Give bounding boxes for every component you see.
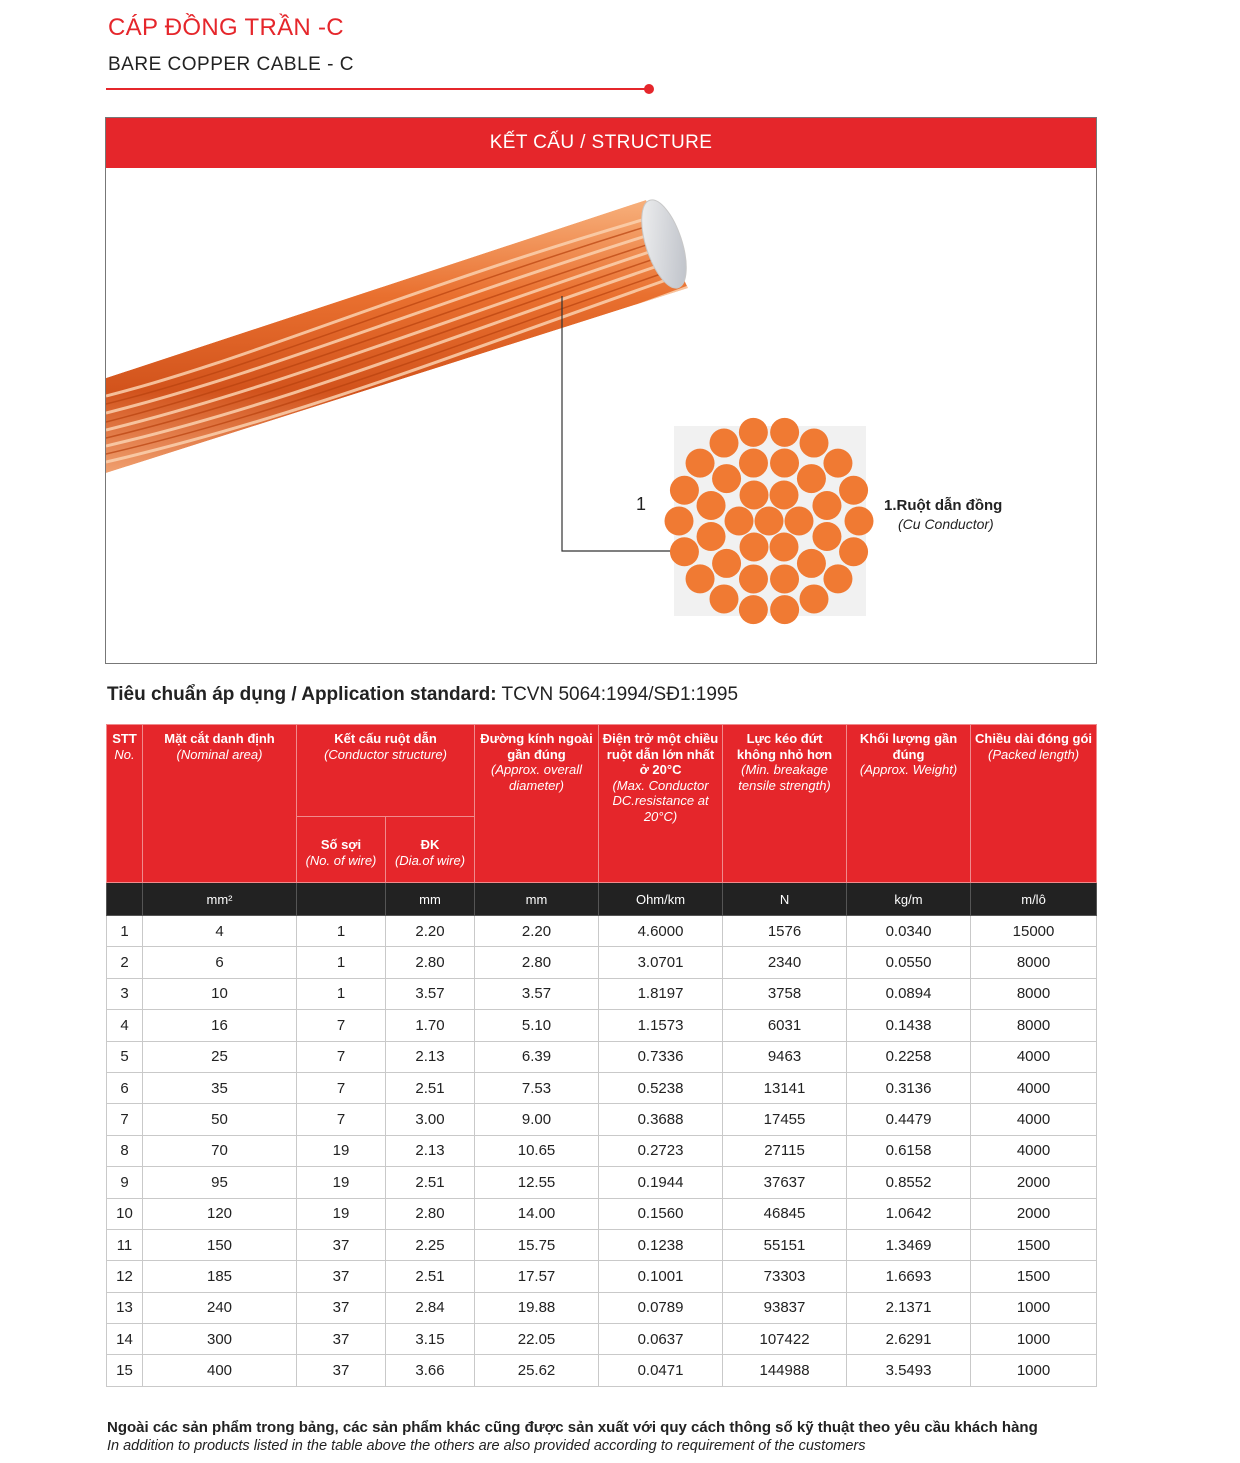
table-cell: 0.1944 — [599, 1167, 723, 1198]
table-cell: 120 — [143, 1198, 297, 1229]
table-cell: 10.65 — [475, 1135, 599, 1166]
table-cell: 2.6291 — [847, 1324, 971, 1355]
table-cell: 6031 — [723, 1010, 847, 1041]
conductor-strand — [670, 476, 699, 505]
table-cell: 0.1238 — [599, 1229, 723, 1260]
part-number: 1 — [636, 494, 647, 514]
table-cell: 19.88 — [475, 1292, 599, 1323]
table-cell: 1000 — [971, 1292, 1097, 1323]
table-cell: 1500 — [971, 1229, 1097, 1260]
table-cell: 13 — [107, 1292, 143, 1323]
table-cell: 0.3136 — [847, 1072, 971, 1103]
table-cell: 2000 — [971, 1198, 1097, 1229]
table-cell: 7 — [297, 1010, 386, 1041]
table-cell: 1000 — [971, 1324, 1097, 1355]
conductor-strand — [686, 449, 715, 478]
table-cell: 46845 — [723, 1198, 847, 1229]
table-cell: 1500 — [971, 1261, 1097, 1292]
table-cell: 7 — [297, 1041, 386, 1072]
table-cell: 3 — [107, 978, 143, 1009]
conductor-strand — [812, 522, 841, 551]
table-row — [107, 1198, 1097, 1229]
table-cell: 0.5238 — [599, 1072, 723, 1103]
table-row — [107, 1261, 1097, 1292]
table-cell: 14.00 — [475, 1198, 599, 1229]
conductor-strand — [697, 522, 726, 551]
table-cell: 37 — [297, 1229, 386, 1260]
conductor-strand — [665, 507, 694, 536]
table-cell: 3758 — [723, 978, 847, 1009]
table-cell: 1576 — [723, 916, 847, 947]
conductor-strand — [770, 532, 799, 561]
table-cell: 4000 — [971, 1135, 1097, 1166]
cable-body — [106, 200, 691, 473]
table-row — [107, 1324, 1097, 1355]
table-cell: 7.53 — [475, 1072, 599, 1103]
table-row — [107, 1010, 1097, 1041]
application-standard — [107, 684, 738, 706]
table-cell: 1 — [107, 916, 143, 947]
table-cell: 0.1438 — [847, 1010, 971, 1041]
table-cell: 37637 — [723, 1167, 847, 1198]
table-cell: 0.8552 — [847, 1167, 971, 1198]
table-cell: 2.51 — [386, 1072, 475, 1103]
table-cell: 9 — [107, 1167, 143, 1198]
table-cell: 7 — [297, 1072, 386, 1103]
conductor-strand — [740, 481, 769, 510]
table-cell: 2.1371 — [847, 1292, 971, 1323]
table-cell: 2.20 — [386, 916, 475, 947]
conductor-strand — [770, 564, 799, 593]
conductor-strand — [686, 564, 715, 593]
table-cell: 19 — [297, 1135, 386, 1166]
table-cell: 11 — [107, 1229, 143, 1260]
unit-cell — [107, 883, 143, 916]
unit-cell: m/lô — [971, 883, 1097, 916]
table-cell: 8000 — [971, 1010, 1097, 1041]
table-cell: 9.00 — [475, 1104, 599, 1135]
table-row — [107, 1041, 1097, 1072]
conductor-strand — [697, 491, 726, 520]
conductor-strand — [839, 537, 868, 566]
table-cell: 3.00 — [386, 1104, 475, 1135]
col-no-of-wire: Số sợi (No. of wire) — [297, 817, 386, 883]
conductor-strand — [712, 464, 741, 493]
table-cell: 3.15 — [386, 1324, 475, 1355]
table-cell: 300 — [143, 1324, 297, 1355]
table-cell: 4000 — [971, 1104, 1097, 1135]
table-cell: 13141 — [723, 1072, 847, 1103]
table-cell: 1.8197 — [599, 978, 723, 1009]
table-cell: 2340 — [723, 947, 847, 978]
col-nominal-area: Mặt cắt danh định (Nominal area) — [143, 725, 297, 883]
table-row — [107, 1072, 1097, 1103]
table-cell: 10 — [143, 978, 297, 1009]
conductor-strand — [712, 549, 741, 578]
table-cell: 2.13 — [386, 1135, 475, 1166]
table-cell: 0.0471 — [599, 1355, 723, 1386]
table-cell: 15 — [107, 1355, 143, 1386]
conductor-strand — [710, 584, 739, 613]
table-row — [107, 947, 1097, 978]
table-cell: 0.2258 — [847, 1041, 971, 1072]
conductor-strand — [797, 464, 826, 493]
conductor-strand — [670, 537, 699, 566]
conductor-strand — [770, 595, 799, 624]
footer-note: Ngoài các sản phẩm trong bảng, các sản phẩm khác cũng được sản xuất với quy cách thông số kỹ thuật theo yêu cầu khách hàng — [107, 1419, 1038, 1436]
table-cell: 0.0789 — [599, 1292, 723, 1323]
table-cell: 3.0701 — [599, 947, 723, 978]
table-cell: 0.0637 — [599, 1324, 723, 1355]
table-cell: 1000 — [971, 1355, 1097, 1386]
table-cell: 7 — [107, 1104, 143, 1135]
table-cell: 9463 — [723, 1041, 847, 1072]
table-cell: 0.0894 — [847, 978, 971, 1009]
title-underline — [106, 88, 648, 90]
table-cell: 2.13 — [386, 1041, 475, 1072]
table-cell: 8000 — [971, 947, 1097, 978]
unit-cell: N — [723, 883, 847, 916]
table-cell: 7 — [297, 1104, 386, 1135]
part-label-en: (Cu Conductor) — [898, 516, 994, 532]
table-cell: 25.62 — [475, 1355, 599, 1386]
table-row — [107, 1104, 1097, 1135]
table-cell: 1 — [297, 916, 386, 947]
table-cell: 25 — [143, 1041, 297, 1072]
table-cell: 2.80 — [386, 947, 475, 978]
table-cell: 95 — [143, 1167, 297, 1198]
table-cell: 1.1573 — [599, 1010, 723, 1041]
table-cell: 2.51 — [386, 1167, 475, 1198]
table-cell: 2.20 — [475, 916, 599, 947]
table-cell: 2 — [107, 947, 143, 978]
table-cell: 150 — [143, 1229, 297, 1260]
table-row — [107, 916, 1097, 947]
table-cell: 4.6000 — [599, 916, 723, 947]
table-cell: 19 — [297, 1198, 386, 1229]
spec-table — [106, 724, 1097, 1387]
table-cell: 50 — [143, 1104, 297, 1135]
table-cell: 2.84 — [386, 1292, 475, 1323]
conductor-strand — [740, 532, 769, 561]
table-cell: 1.70 — [386, 1010, 475, 1041]
conductor-strand — [739, 449, 768, 478]
table-cell: 185 — [143, 1261, 297, 1292]
table-cell: 14 — [107, 1324, 143, 1355]
conductor-strand — [725, 507, 754, 536]
table-cell: 37 — [297, 1324, 386, 1355]
table-row — [107, 978, 1097, 1009]
col-tensile-strength: Lực kéo đứt không nhỏ hơn (Min. breakage tensile strength) — [723, 725, 847, 883]
col-dc-resistance: Điện trở một chiều ruột dẫn lớn nhất ở 20°C (Max. Conductor DC.resistance at 20°C) — [599, 725, 723, 883]
table-cell: 1.6693 — [847, 1261, 971, 1292]
conductor-strand — [812, 491, 841, 520]
standard-value: TCVN 5064:1994/SĐ1:1995 — [501, 684, 739, 705]
conductor-strand — [755, 507, 784, 536]
conductor-strand — [710, 429, 739, 458]
table-cell: 17455 — [723, 1104, 847, 1135]
title-underline-dot — [644, 84, 654, 94]
table-cell: 2.51 — [386, 1261, 475, 1292]
unit-cell: kg/m — [847, 883, 971, 916]
table-cell: 0.7336 — [599, 1041, 723, 1072]
table-cell: 3.57 — [386, 978, 475, 1009]
table-cell: 4000 — [971, 1041, 1097, 1072]
table-cell: 144988 — [723, 1355, 847, 1386]
table-row — [107, 1355, 1097, 1386]
conductor-strand — [739, 564, 768, 593]
conductor-strand — [739, 418, 768, 447]
unit-cell: mm — [475, 883, 599, 916]
table-cell: 2.25 — [386, 1229, 475, 1260]
table-cell: 17.57 — [475, 1261, 599, 1292]
table-cell: 2000 — [971, 1167, 1097, 1198]
table-cell: 12.55 — [475, 1167, 599, 1198]
conductor-strand — [770, 481, 799, 510]
cable-illustration — [106, 168, 1096, 663]
table-cell: 0.1560 — [599, 1198, 723, 1229]
table-cell: 3.57 — [475, 978, 599, 1009]
table-cell: 1 — [297, 947, 386, 978]
table-cell: 6 — [143, 947, 297, 978]
conductor-strand — [800, 429, 829, 458]
conductor-strand — [770, 418, 799, 447]
part-label: 1.Ruột dẫn đồng — [884, 497, 1003, 514]
structure-panel — [105, 117, 1097, 664]
unit-cell: mm² — [143, 883, 297, 916]
col-stt: STT No. — [107, 725, 143, 883]
table-cell: 8000 — [971, 978, 1097, 1009]
table-cell: 0.1001 — [599, 1261, 723, 1292]
table-row — [107, 1292, 1097, 1323]
table-cell: 27115 — [723, 1135, 847, 1166]
conductor-strand — [823, 449, 852, 478]
table-cell: 3.5493 — [847, 1355, 971, 1386]
table-cell: 16 — [143, 1010, 297, 1041]
table-cell: 12 — [107, 1261, 143, 1292]
conductor-strand — [797, 549, 826, 578]
unit-cell — [297, 883, 386, 916]
table-cell: 0.0550 — [847, 947, 971, 978]
table-row — [107, 1135, 1097, 1166]
table-cell: 15000 — [971, 916, 1097, 947]
page-title: CÁP ĐỒNG TRẦN -C — [108, 14, 344, 41]
table-row — [107, 1229, 1097, 1260]
table-cell: 35 — [143, 1072, 297, 1103]
conductor-strand — [823, 564, 852, 593]
conductor-strand — [739, 595, 768, 624]
table-cell: 0.4479 — [847, 1104, 971, 1135]
table-cell: 240 — [143, 1292, 297, 1323]
table-cell: 3.66 — [386, 1355, 475, 1386]
table-body — [107, 916, 1097, 1387]
table-cell: 1 — [297, 978, 386, 1009]
table-row — [107, 1167, 1097, 1198]
table-cell: 5 — [107, 1041, 143, 1072]
col-dia-of-wire: ĐK (Dia.of wire) — [386, 817, 475, 883]
table-cell: 8 — [107, 1135, 143, 1166]
table-cell: 22.05 — [475, 1324, 599, 1355]
table-cell: 37 — [297, 1292, 386, 1323]
col-packed-length: Chiều dài đóng gói (Packed length) — [971, 725, 1097, 883]
table-cell: 6 — [107, 1072, 143, 1103]
table-cell: 0.6158 — [847, 1135, 971, 1166]
unit-cell: Ohm/km — [599, 883, 723, 916]
table-cell: 5.10 — [475, 1010, 599, 1041]
table-cell: 2.80 — [475, 947, 599, 978]
page-subtitle: BARE COPPER CABLE - C — [108, 54, 354, 75]
table-cell: 4 — [143, 916, 297, 947]
table-cell: 107422 — [723, 1324, 847, 1355]
structure-header: KẾT CẤU / STRUCTURE — [106, 118, 1096, 168]
standard-label: Tiêu chuẩn áp dụng / Application standard: — [107, 684, 497, 705]
conductor-strand — [839, 476, 868, 505]
col-weight: Khối lượng gần đúng (Approx. Weight) — [847, 725, 971, 883]
table-cell: 0.3688 — [599, 1104, 723, 1135]
col-overall-diameter: Đường kính ngoài gần đúng (Approx. overall diameter) — [475, 725, 599, 883]
conductor-strand — [800, 584, 829, 613]
table-cell: 37 — [297, 1355, 386, 1386]
footer-note-en: In addition to products listed in the table above the others are also provided according to requirement of the customers — [107, 1438, 866, 1454]
table-cell: 2.80 — [386, 1198, 475, 1229]
conductor-strand — [785, 507, 814, 536]
table-cell: 4000 — [971, 1072, 1097, 1103]
table-cell: 1.0642 — [847, 1198, 971, 1229]
table-cell: 55151 — [723, 1229, 847, 1260]
unit-cell: mm — [386, 883, 475, 916]
conductor-strand — [770, 449, 799, 478]
table-cell: 4 — [107, 1010, 143, 1041]
table-cell: 37 — [297, 1261, 386, 1292]
table-cell: 73303 — [723, 1261, 847, 1292]
units-row — [107, 883, 1097, 916]
table-cell: 93837 — [723, 1292, 847, 1323]
table-cell: 19 — [297, 1167, 386, 1198]
conductor-strand — [845, 507, 874, 536]
table-cell: 0.0340 — [847, 916, 971, 947]
table-cell: 0.2723 — [599, 1135, 723, 1166]
table-cell: 70 — [143, 1135, 297, 1166]
table-cell: 400 — [143, 1355, 297, 1386]
col-conductor-structure: Kết cấu ruột dẫn (Conductor structure) — [297, 725, 475, 817]
table-cell: 15.75 — [475, 1229, 599, 1260]
table-cell: 10 — [107, 1198, 143, 1229]
table-cell: 6.39 — [475, 1041, 599, 1072]
table-cell: 1.3469 — [847, 1229, 971, 1260]
